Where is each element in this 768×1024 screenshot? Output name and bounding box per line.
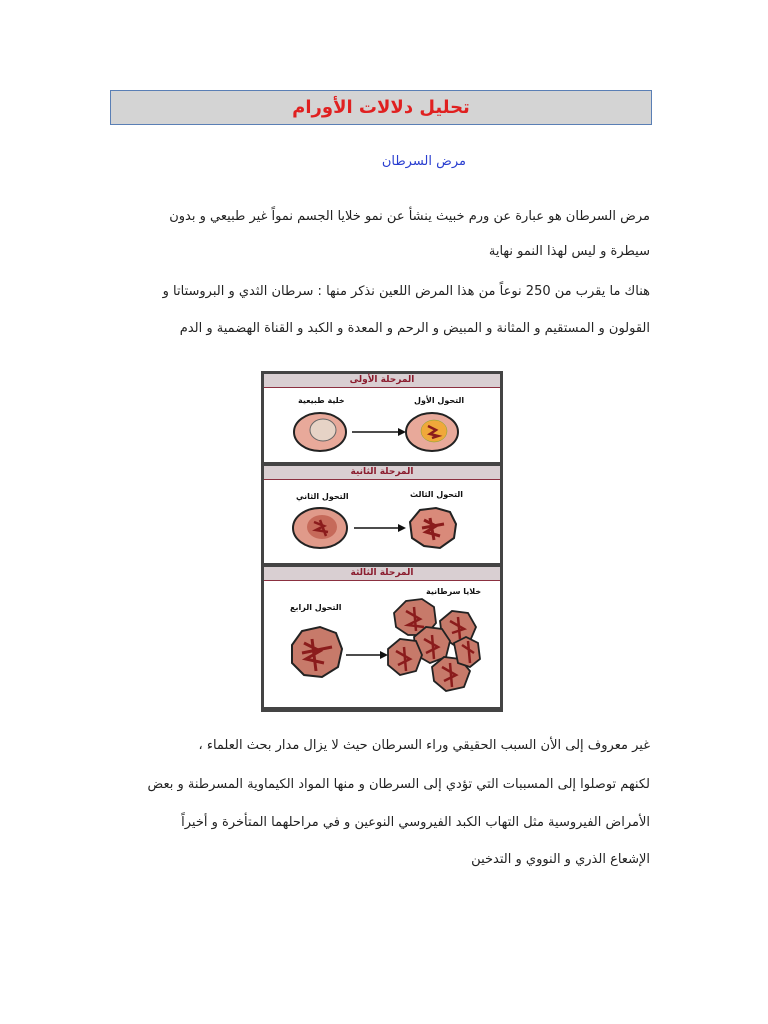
paragraph-line: غير معروف إلى الأن السبب الحقيقي وراء السرطان حيث لا يزال مدار بحث العلماء ،: [198, 738, 650, 753]
stage-3-drawing: [264, 567, 500, 707]
paragraph-line: لكنهم توصلوا إلى المسببات التي تؤدي إلى السرطان و منها المواد الكيماوية المسرطنة و بعض: [147, 777, 650, 792]
section-subtitle: مرض السرطان: [381, 154, 466, 169]
paragraph-line: القولون و المستقيم و المثانة و المبيض و الرحم و المعدة و الكبد و القناة الهضمية و الدم: [179, 321, 650, 336]
page-title: تحليل دلالات الأورام: [292, 97, 470, 118]
stage-2-drawing: [264, 466, 500, 563]
stage-3-title: المرحلة الثالثة: [264, 567, 500, 581]
stage-3-panel: [264, 567, 500, 707]
first-transformation-label: التحول الأول: [414, 396, 465, 405]
title-box: [110, 90, 652, 125]
stage-1-panel: [264, 374, 500, 462]
stage-2-panel: [264, 466, 500, 563]
paragraph-line: مرض السرطان هو عبارة عن ورم خبيث ينشأ عن نمو خلايا الجسم نمواً غير طبيعي و بدون: [169, 209, 650, 224]
cancer-cells-label: خلايا سرطانية: [426, 587, 482, 596]
normal-cell-label: خلية طبيعية: [298, 396, 345, 405]
stage-1-title: المرحلة الأولى: [264, 374, 500, 388]
paragraph-line: سيطرة و ليس لهذا النمو نهاية: [488, 244, 650, 259]
third-transformation-label: التحول الثالث: [410, 490, 464, 499]
second-transformation-label: التحول الثاني: [296, 492, 349, 501]
fourth-transformation-label: التحول الرابع: [290, 603, 342, 612]
paragraph-line: هناك ما يقرب من 250 نوعاً من هذا المرض اللعين نذكر منها : سرطان الثدي و البروستاتا و: [162, 284, 650, 299]
cancer-stages-figure: [261, 371, 503, 712]
paragraph-line: الإشعاع الذري و النووي و التدخين: [471, 852, 650, 867]
stage-2-title: المرحلة الثانية: [264, 466, 500, 480]
paragraph-line: الأمراض الفيروسية مثل التهاب الكبد الفيروسي النوعين و في مراحلهما المتأخرة و أخيراً: [181, 815, 650, 830]
stage-1-drawing: [264, 374, 500, 462]
